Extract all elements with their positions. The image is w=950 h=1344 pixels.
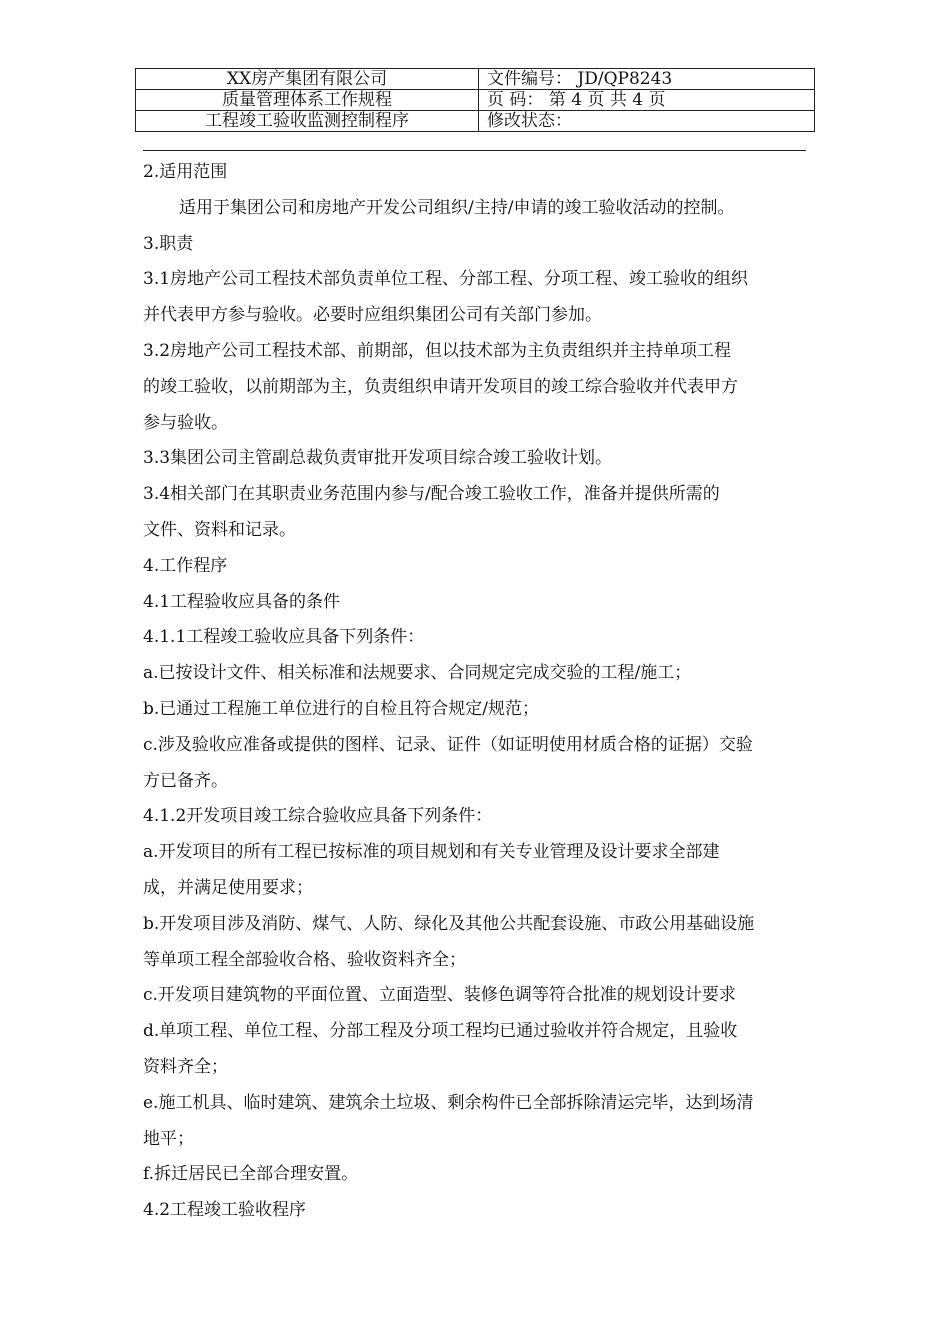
body-text-line: 3.职责: [143, 233, 194, 254]
body-text-line: 并代表甲方参与验收。必要时应组织集团公司有关部门参加。: [143, 305, 602, 326]
document-body: [143, 155, 813, 1229]
body-text-line: 地平；: [143, 1128, 194, 1149]
body-text-line: 参与验收。: [143, 412, 228, 433]
body-text-line: 4.1工程验收应具备的条件: [143, 591, 341, 612]
body-text-line: 4.1.1工程竣工验收应具备下列条件：: [143, 627, 425, 648]
document-header-table: [135, 68, 815, 132]
body-text-line: 3.2房地产公司工程技术部、前期部，但以技术部为主负责组织并主持单项工程: [143, 340, 732, 361]
body-text-line: b.开发项目涉及消防、煤气、人防、绿化及其他公共配套设施、市政公用基础设施: [143, 913, 755, 934]
body-text-line: 等单项工程全部验收合格、验收资料齐全；: [143, 949, 466, 970]
body-text-line: 资料齐全；: [143, 1056, 228, 1077]
body-text-line: b.已通过工程施工单位进行的自检且符合规定/规范；: [143, 698, 540, 719]
body-text-line: 方已备齐。: [143, 770, 228, 791]
header-row: [136, 90, 815, 111]
file-number: 文件编号： JD/QP8243: [479, 69, 815, 90]
body-text-line: c.开发项目建筑物的平面位置、立面造型、装修色调等符合批准的规划设计要求: [143, 985, 736, 1006]
body-text-line: 3.4相关部门在其职责业务范围内参与/配合竣工验收工作，准备并提供所需的: [143, 484, 720, 505]
page-number: 页 码： 第 4 页 共 4 页: [479, 90, 815, 111]
body-text-line: 2.适用范围: [143, 162, 228, 182]
body-text-line: 4.工作程序: [143, 555, 228, 576]
body-text-line: 适用于集团公司和房地产开发公司组织/主持/申请的竣工验收活动的控制。: [179, 197, 735, 218]
header-divider: [143, 150, 806, 151]
procedure-name: 工程竣工验收监测控制程序: [136, 111, 479, 132]
revision-status: 修改状态：: [479, 111, 815, 132]
system-name: 质量管理体系工作规程: [136, 90, 479, 111]
body-text-line: f.拆迁居民已全部合理安置。: [143, 1164, 359, 1185]
body-text-line: 3.3集团公司主管副总裁负责审批开发项目综合竣工验收计划。: [143, 448, 613, 469]
body-text-line: 的竣工验收，以前期部为主，负责组织申请开发项目的竣工综合验收并代表甲方: [143, 376, 738, 397]
body-text-line: 3.1房地产公司工程技术部负责单位工程、分部工程、分项工程、竣工验收的组织: [143, 269, 749, 290]
body-text-line: 文件、资料和记录。: [143, 519, 296, 540]
body-text-line: 成，并满足使用要求；: [143, 877, 313, 898]
body-text-line: a.开发项目的所有工程已按标准的项目规划和有关专业管理及设计要求全部建: [143, 842, 720, 863]
body-text-line: 4.2工程竣工验收程序: [143, 1200, 307, 1221]
body-text-line: e.施工机具、临时建筑、建筑余土垃圾、剩余构件已全部拆除清运完毕，达到场清: [143, 1092, 754, 1113]
company-name: XX房产集团有限公司: [136, 69, 479, 90]
body-text-line: a.已按设计文件、相关标准和法规要求、合同规定完成交验的工程/施工；: [143, 663, 692, 684]
body-text-line: 4.1.2开发项目竣工综合验收应具备下列条件：: [143, 806, 493, 827]
header-row: [136, 111, 815, 132]
header-row: [136, 69, 815, 90]
body-text-line: d.单项工程、单位工程、分部工程及分项工程均已通过验收并符合规定，且验收: [143, 1021, 738, 1042]
body-text-line: c.涉及验收应准备或提供的图样、记录、证件（如证明使用材质合格的证据）交验: [143, 734, 753, 755]
